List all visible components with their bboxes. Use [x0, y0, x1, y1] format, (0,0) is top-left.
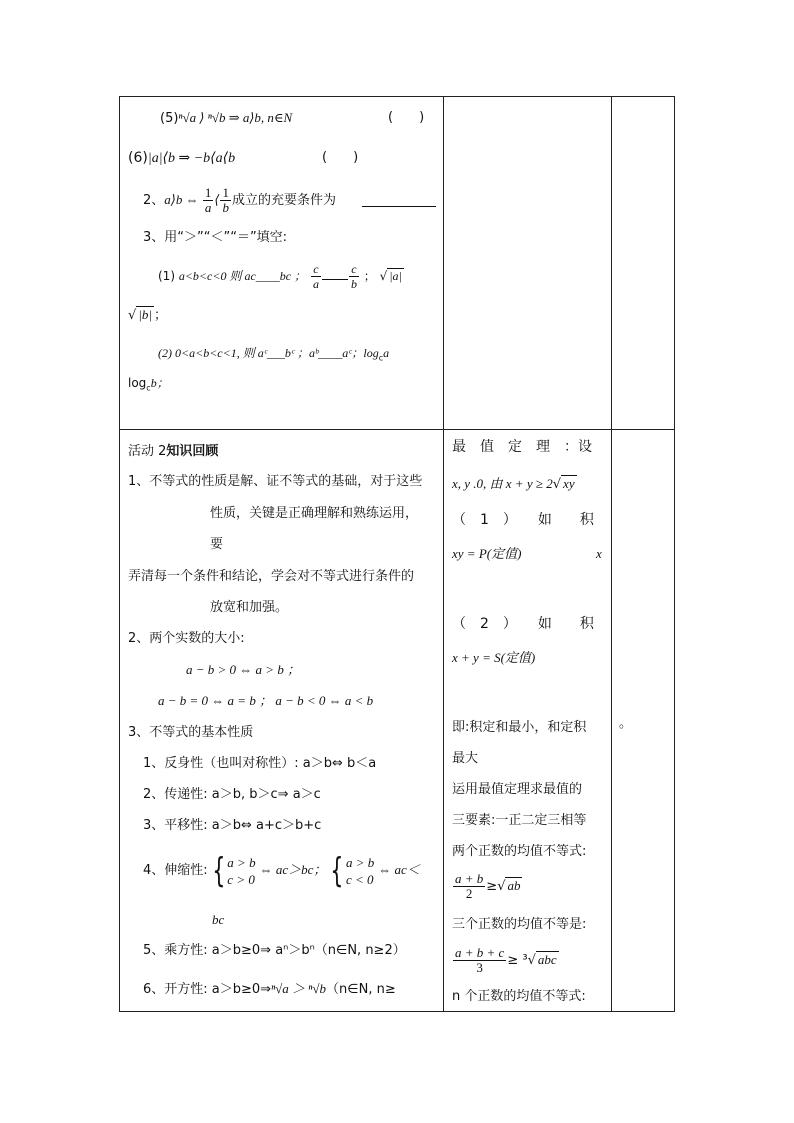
fraction-1-over-b: $\frac{1}{b}$: [222, 185, 229, 215]
case-1-product: xy = P(定值): [452, 546, 522, 561]
max-min-theorem-line-1: 最 值 定 理 ：设: [452, 439, 592, 455]
review-line-8: a − b = 0 ⇔ a = b ； a − b < 0 ⇔ a < b: [158, 693, 374, 708]
right-cell-mark: 。: [619, 716, 633, 731]
answer-blank[interactable]: [362, 206, 436, 207]
exercise-6: (6)|a|⟨b ⇒ −b⟨a⟨b: [128, 150, 236, 166]
case-1-x: x: [596, 546, 602, 561]
property-2: 2、传递性: a＞b, b＞c⇒ a＞c: [143, 787, 321, 802]
question-3: 3、用“＞”“＜”“＝”填空:: [143, 230, 288, 245]
review-line-2: 性质，关键是正确理解和熟练运用，: [210, 506, 419, 521]
property-5: 5、乘方性: a＞b≥0⇒ aⁿ＞bⁿ（n∈N, n≥2）: [143, 943, 406, 958]
question-3-part-1: (1) a<b<c<0 则 ac____bc ； $\frac{c}{a}$ $\frac{c}{b}$ ； √ |a|: [158, 262, 402, 291]
two-number-mean-formula: $\frac{a + b}{2}$ ≥√ ab: [455, 871, 521, 901]
table-border-bottom: [119, 1011, 675, 1012]
property-4: 4、伸缩性: { a > b c > 0 ⇔ ac＞bc； { a > b c < 0 ⇔ ac＜: [143, 850, 420, 891]
case-2-sum: x + y = S(定值): [452, 650, 536, 665]
review-line-5: 放宽和加强。: [210, 600, 289, 615]
case-2-line: （ 2 ） 如 积: [452, 616, 594, 632]
table-divider-2: [611, 96, 612, 1012]
max-min-theorem-line-2: x, y .0, 由 x + y ≥ 2√ xy: [452, 476, 575, 492]
question-3-part-2: (2) 0<a<b<c<1, 则 aᶜ___bᶜ ；aᵇ____aᶜ；$\log_ca$: [158, 346, 390, 363]
table-border-right: [674, 96, 675, 1012]
conclusion-line-2: 最大: [452, 751, 479, 766]
table-row-divider: [119, 429, 675, 430]
review-line-4: 弄清每一个条件和结论，学会对不等式进行条件的: [128, 569, 415, 584]
question-3-part-1-wrap: √ |b| ；: [128, 307, 167, 323]
review-line-1: 1、不等式的性质是解、证不等式的基础，对于这些: [128, 474, 423, 489]
property-6: 6、开方性: a＞b≥0⇒ⁿ√a ＞ ⁿ√b（n∈N, n≥: [143, 981, 396, 997]
property-4-wrap: bc: [212, 912, 225, 927]
question-3-part-2-wrap: $\log_cb$；: [128, 376, 169, 393]
n-number-mean-title: n 个正数的均值不等式:: [452, 989, 586, 1004]
property-1: 1、反身性（也叫对称性）: a＞b⇔ b＜a: [143, 756, 377, 771]
review-line-6: 2、两个实数的大小:: [128, 631, 245, 646]
exercise-5-answer: ( ): [388, 110, 425, 125]
conclusion-line-1: 即:积定和最小，和定积: [452, 720, 587, 735]
activity-heading: 活动 2知识回顾: [128, 444, 219, 459]
table-border-left: [119, 96, 120, 1012]
review-line-9: 3、不等式的基本性质: [128, 725, 254, 740]
three-number-mean-title: 三个正数的均值不等是:: [452, 917, 587, 932]
three-number-mean-formula: $\frac{a + b + c}{3}$ ≥ ³√ abc: [455, 945, 557, 975]
fraction-c-over-b: $\frac{c}{b}$: [350, 262, 357, 291]
fraction-c-over-a: $\frac{c}{a}$: [312, 262, 319, 291]
three-elements-line-2: 三要素:一正二定三相等: [452, 813, 587, 828]
review-line-7: a − b > 0 ⇔ a > b ；: [186, 662, 301, 677]
fraction-1-over-a: $\frac{1}{a}$: [204, 185, 212, 215]
exercise-5: (5)ⁿ√a ⟩ ⁿ√b ⇒ a⟩b, n∈N: [160, 110, 293, 126]
two-number-mean-title: 两个正数的均值不等式:: [452, 844, 587, 859]
table-divider-1: [443, 96, 444, 1012]
table-border-top: [119, 96, 675, 97]
exercise-6-answer: ( ): [322, 150, 359, 165]
question-2: 2、a⟩b ⇔ $\frac{1}{a}$ ⟨ $\frac{1}{b}$ 成立的充要条件为: [143, 185, 336, 215]
property-3: 3、平移性: a＞b⇔ a+c＞b+c: [143, 818, 322, 833]
case-1-line: （ 1 ） 如 积: [452, 512, 594, 528]
review-line-3: 要: [210, 537, 224, 552]
three-elements-line-1: 运用最值定理求最值的: [452, 782, 583, 797]
